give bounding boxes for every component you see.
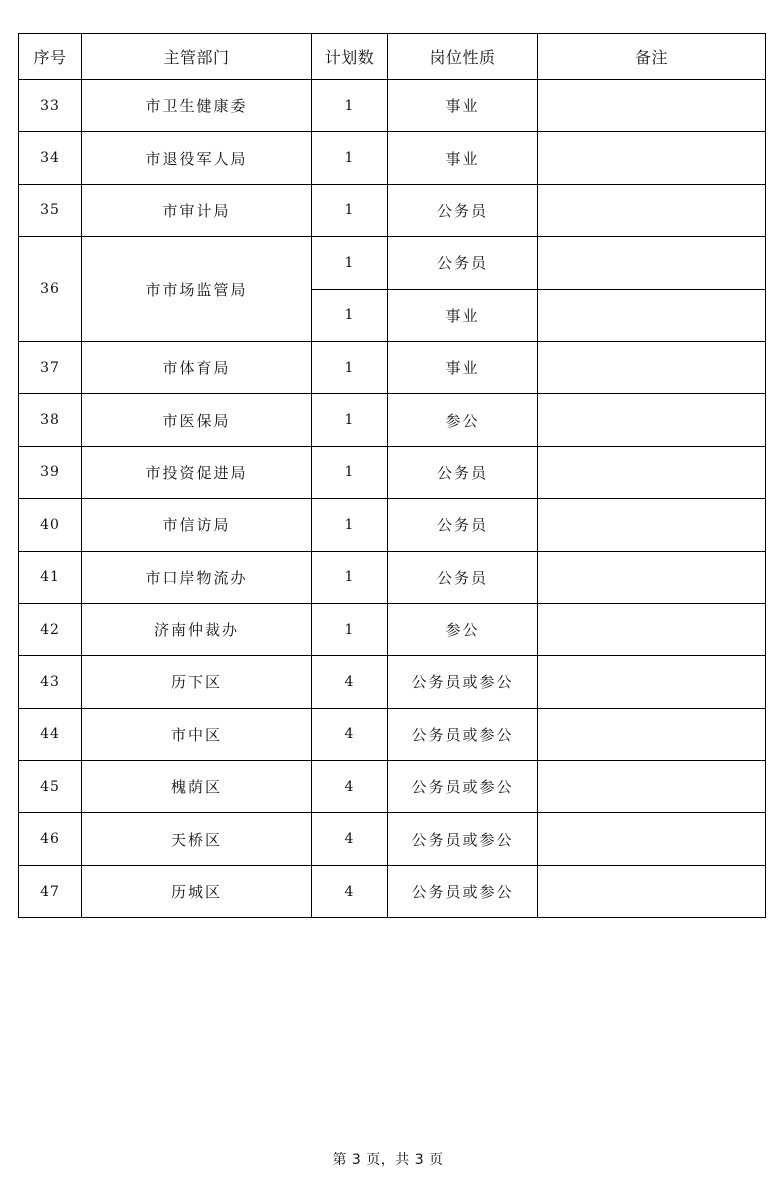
row-note [538, 394, 766, 446]
table-row [19, 446, 766, 498]
row-department: 市审计局 [82, 184, 312, 236]
row-note [538, 813, 766, 865]
table-row [19, 394, 766, 446]
quota-table [18, 33, 766, 918]
row-department: 槐荫区 [82, 761, 312, 813]
row-note [538, 761, 766, 813]
row-department: 历城区 [82, 865, 312, 917]
row-note [538, 184, 766, 236]
row-note [538, 289, 766, 341]
row-department: 市市场监管局 [82, 237, 312, 342]
row-plan: 4 [312, 865, 388, 917]
row-nature: 公务员 [388, 446, 538, 498]
row-plan: 1 [312, 132, 388, 184]
row-note [538, 499, 766, 551]
row-department: 市退役军人局 [82, 132, 312, 184]
row-nature: 公务员 [388, 184, 538, 236]
table-row [19, 761, 766, 813]
row-department: 市卫生健康委 [82, 80, 312, 132]
row-seq: 34 [19, 132, 82, 184]
row-seq: 39 [19, 446, 82, 498]
row-department: 市中区 [82, 708, 312, 760]
row-note [538, 603, 766, 655]
row-nature: 公务员或参公 [388, 865, 538, 917]
row-department: 济南仲裁办 [82, 603, 312, 655]
row-plan: 4 [312, 813, 388, 865]
row-note [538, 132, 766, 184]
row-note [538, 341, 766, 393]
table-row [19, 132, 766, 184]
table-row [19, 603, 766, 655]
row-nature: 公务员或参公 [388, 656, 538, 708]
table-header-row [19, 34, 766, 80]
row-nature: 公务员 [388, 551, 538, 603]
row-seq: 36 [19, 237, 82, 342]
table-row [19, 865, 766, 917]
row-seq: 45 [19, 761, 82, 813]
row-seq: 47 [19, 865, 82, 917]
row-nature: 公务员 [388, 499, 538, 551]
row-department: 市口岸物流办 [82, 551, 312, 603]
row-seq: 43 [19, 656, 82, 708]
row-seq: 35 [19, 184, 82, 236]
row-seq: 38 [19, 394, 82, 446]
row-nature: 事业 [388, 289, 538, 341]
header-note: 备注 [538, 34, 766, 80]
row-nature: 公务员或参公 [388, 708, 538, 760]
table-row [19, 551, 766, 603]
row-nature: 事业 [388, 132, 538, 184]
row-plan: 1 [312, 289, 388, 341]
table-row [19, 656, 766, 708]
row-seq: 33 [19, 80, 82, 132]
header-seq: 序号 [19, 34, 82, 80]
row-plan: 1 [312, 603, 388, 655]
row-nature: 参公 [388, 394, 538, 446]
page-footer [0, 1149, 776, 1169]
row-department: 市投资促进局 [82, 446, 312, 498]
row-plan: 1 [312, 551, 388, 603]
row-note [538, 551, 766, 603]
header-nature: 岗位性质 [388, 34, 538, 80]
row-nature: 公务员或参公 [388, 761, 538, 813]
row-seq: 40 [19, 499, 82, 551]
row-department: 市信访局 [82, 499, 312, 551]
row-plan: 1 [312, 341, 388, 393]
table-row [19, 499, 766, 551]
table-row [19, 237, 766, 289]
row-seq: 46 [19, 813, 82, 865]
row-note [538, 708, 766, 760]
table-row [19, 184, 766, 236]
row-plan: 1 [312, 394, 388, 446]
row-seq: 44 [19, 708, 82, 760]
header-department: 主管部门 [82, 34, 312, 80]
row-department: 历下区 [82, 656, 312, 708]
row-note [538, 80, 766, 132]
table-row [19, 813, 766, 865]
page-number-label: 第 3 页，共 3 页 [332, 1152, 444, 1168]
row-plan: 1 [312, 184, 388, 236]
row-plan: 1 [312, 237, 388, 289]
row-plan: 1 [312, 499, 388, 551]
table-row [19, 80, 766, 132]
row-plan: 4 [312, 656, 388, 708]
row-note [538, 446, 766, 498]
row-plan: 1 [312, 446, 388, 498]
row-seq: 42 [19, 603, 82, 655]
row-plan: 4 [312, 761, 388, 813]
row-plan: 4 [312, 708, 388, 760]
row-nature: 公务员 [388, 237, 538, 289]
row-department: 市医保局 [82, 394, 312, 446]
row-note [538, 656, 766, 708]
row-nature: 事业 [388, 80, 538, 132]
row-department: 市体育局 [82, 341, 312, 393]
table-row [19, 341, 766, 393]
row-nature: 事业 [388, 341, 538, 393]
row-seq: 41 [19, 551, 82, 603]
header-plan: 计划数 [312, 34, 388, 80]
row-note [538, 237, 766, 289]
row-department: 天桥区 [82, 813, 312, 865]
row-note [538, 865, 766, 917]
row-nature: 公务员或参公 [388, 813, 538, 865]
row-seq: 37 [19, 341, 82, 393]
table-row [19, 708, 766, 760]
row-nature: 参公 [388, 603, 538, 655]
row-plan: 1 [312, 80, 388, 132]
